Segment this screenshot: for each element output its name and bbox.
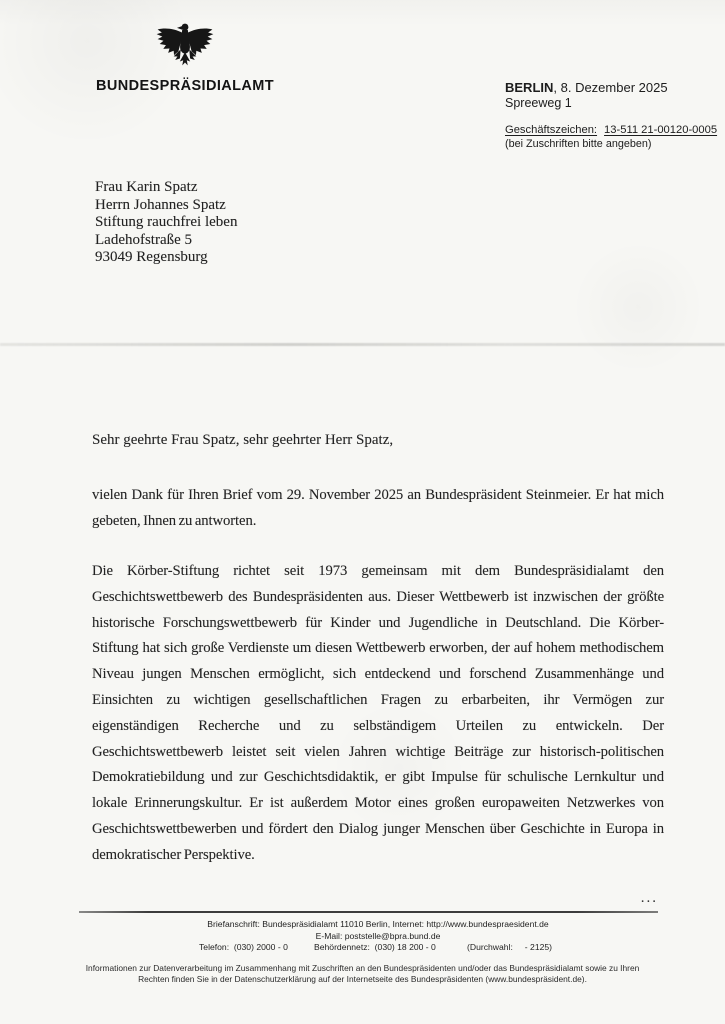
street-address: Spreeweg 1: [505, 96, 572, 110]
text-line: Geschichtswettbewerb leistet seit vielen Jahren wichtige Beiträge zur historisch-politischen: [92, 743, 664, 760]
reference-number: 13-511 21-00120-0005: [604, 124, 718, 136]
text-line: Demokratiebildung und zur Geschichtsdidaktik, er gibt Impulse für schulische Lernkultur und: [92, 769, 664, 786]
text-line: Herrn Johannes Spatz: [95, 196, 226, 213]
letterhead: [95, 20, 275, 94]
footer-divider-line: [79, 911, 658, 913]
text-line: Frau Karin Spatz: [95, 179, 198, 195]
reference-note: (bei Zuschriften bitte angeben): [505, 138, 652, 150]
continuation-mark: ...: [640, 890, 658, 906]
text-line: Stiftung hat sich große Verdienste um diesen Wettbewerb erworben, der auf hohem methodischem: [92, 640, 664, 657]
footer-email-line: E-Mail: poststelle@bpra.bund.de: [315, 930, 441, 941]
text-line: Geschichtswettbewerb des Bundespräsidenten aus. Dieser Wettbewerb ist inzwischen der größte: [92, 588, 664, 605]
reference-line: [505, 124, 718, 136]
paragraph-intro: [92, 482, 664, 534]
text-line: Stiftung rauchfrei leben: [95, 214, 238, 231]
footer-gov-network: Behördennetz: (030) 18 200 - 0: [314, 942, 436, 952]
text-line: demokratischer Perspektive.: [92, 846, 255, 863]
footer-extension: (Durchwahl: - 2125): [467, 942, 553, 952]
paragraph-main: [92, 559, 664, 869]
privacy-line-2: Rechten finden Sie in der Datenschutzerklärung auf der Internetseite des Bundespräsidenten (www.bundespräsident.de).: [138, 974, 587, 984]
text-line: vielen Dank für Ihren Brief vom 29. November 2025 an Bundespräsident Steinmeier. Er hat mich: [92, 487, 664, 503]
text-line: Niveau jungen Menschen ermöglicht, sich entdeckend und forschend Zusammenhänge und: [92, 666, 664, 683]
federal-eagle-icon: [95, 20, 275, 71]
salutation: Sehr geehrte Frau Spatz, sehr geehrter Herr Spatz,: [92, 432, 394, 448]
footer-contact-block: [95, 919, 661, 954]
privacy-line-1: Informationen zur Datenverarbeitung im Zusammenhang mit Zuschriften an den Bundespräsidenten und/oder das Bundespräsidialamt sowie zu Ihren: [85, 963, 640, 973]
text-line: Einsichten zu wichtigen gesellschaftlichen Fragen zu erbarbeiten, ihr Vermögen zur: [92, 691, 664, 708]
footer-phone: Telefon: (030) 2000 - 0: [199, 942, 288, 952]
text-line: Die Körber-Stiftung richtet seit 1973 gemeinsam mit dem Bundespräsidialamt den: [92, 563, 664, 579]
date-text: , 8. Dezember 2025: [553, 80, 668, 95]
text-line: eigenständigen Recherche und zu selbständigem Urteilen zu entwickeln. Der: [92, 717, 664, 734]
recipient-address: [95, 179, 237, 267]
agency-name: BUNDESPRÄSIDIALAMT: [96, 78, 274, 94]
privacy-notice: [65, 963, 660, 985]
footer-postal-line: Briefanschrift: Bundespräsidialamt 11010 Berlin, Internet: http://www.bundespraesident.de: [207, 919, 549, 929]
text-line: Ladehofstraße 5: [95, 231, 193, 248]
text-line: gebeten, Ihnen zu antworten.: [92, 513, 257, 529]
text-line: 93049 Regensburg: [95, 249, 208, 266]
date-line: [505, 80, 680, 95]
reference-label: Geschäftszeichen:: [505, 124, 598, 136]
text-line: lokale Erinnerungskultur. Er ist außerdem Motor eines großen europaweiten Netzwerkes von: [92, 795, 664, 812]
letterhead-meta: [505, 80, 718, 150]
text-line: Geschichtswettbewerben und fördert den Dialog junger Menschen über Geschichte in Europa in: [92, 820, 664, 837]
footer-phone-line: [95, 942, 661, 954]
city-label: BERLIN: [505, 80, 554, 95]
text-line: historische Forschungswettbewerb für Kinder und Jugendliche in Deutschland. Die Körber-: [92, 614, 664, 631]
fold-line: [0, 343, 725, 346]
